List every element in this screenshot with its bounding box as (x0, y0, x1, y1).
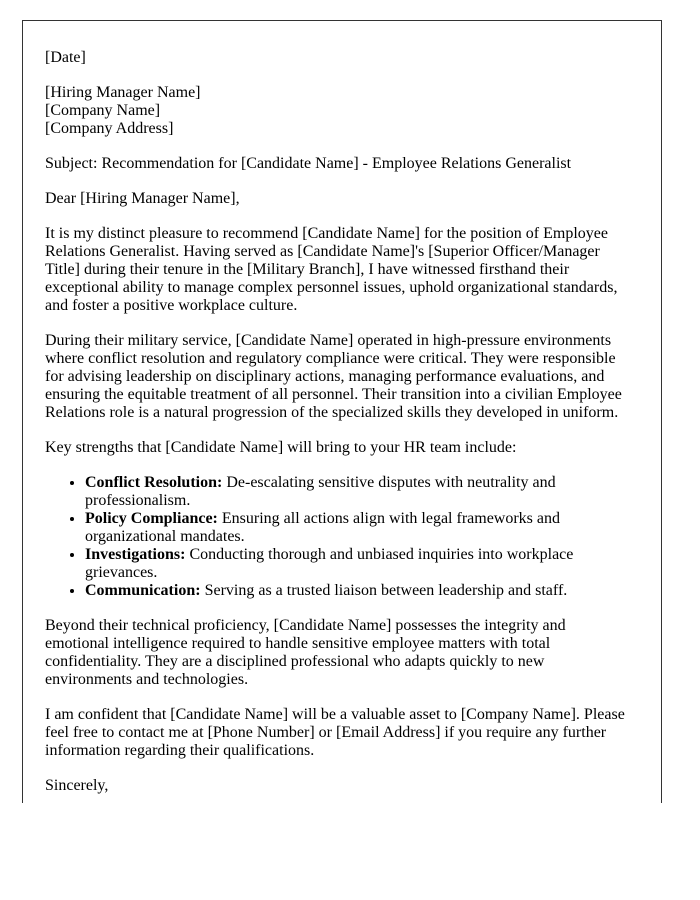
body-paragraph-character: Beyond their technical proficiency, [Candidate Name] possesses the integrity and emotional intelligence required to handle sensitive employee matters with total confidentiality. They are a disciplined professional who adapts quickly to new environments and technologies. (45, 617, 566, 688)
body-paragraph-intro: It is my distinct pleasure to recommend [Candidate Name] for the position of Employee Relations Generalist. Having served as [Candidate Name]'s [Superior Officer/Manager Title] during their tenure in the [Military Branch], I have witnessed firsthand their exceptional ability to manage complex personnel issues, uphold organizational standards, and foster a positive workplace culture. (45, 225, 618, 314)
bullet-label: Investigations: (85, 546, 186, 563)
recipient-hiring-manager: [Hiring Manager Name] (45, 84, 201, 101)
body-paragraph-service: During their military service, [Candidate Name] operated in high-pressure environments where conflict resolution and regulatory compliance were critical. They were responsible for advising leadership on disciplinary actions, managing performance evaluations, and ensuring the equitable treatment of all personnel. Their transition into a civilian Employee Relations role is a natural progression of the specialized skills they developed in uniform. (45, 332, 622, 421)
subject-line: Subject: Recommendation for [Candidate Name] - Employee Relations Generalist (45, 155, 572, 172)
date-line: [Date] (45, 49, 86, 66)
letter-frame (22, 20, 662, 803)
salutation: Dear [Hiring Manager Name], (45, 190, 240, 207)
recipient-company-name: [Company Name] (45, 102, 161, 119)
bullet-label: Policy Compliance: (85, 510, 218, 527)
body-paragraph-contact: I am confident that [Candidate Name] will be a valuable asset to [Company Name]. Please feel free to contact me at [Phone Number] or [Email Address] if you require any further information regarding their qualifications. (45, 706, 625, 759)
key-strengths-list (45, 474, 631, 600)
recipient-block (45, 84, 631, 138)
bullet-text: Ensuring all actions align with legal frameworks and organizational mandates. (85, 510, 561, 545)
list-item-investigations (85, 546, 631, 582)
signoff: Sincerely, (45, 777, 109, 794)
bullet-label: Communication: (85, 582, 201, 599)
recipient-company-address: [Company Address] (45, 120, 174, 137)
list-item-communication (85, 582, 631, 600)
bullet-label: Conflict Resolution: (85, 474, 223, 491)
list-item-conflict-resolution (85, 474, 631, 510)
body-paragraph-strengths-lead: Key strengths that [Candidate Name] will bring to your HR team include: (45, 439, 517, 456)
bullet-text: Conducting thorough and unbiased inquiries into workplace grievances. (85, 546, 574, 581)
list-item-policy-compliance (85, 510, 631, 546)
bullet-text: Serving as a trusted liaison between leadership and staff. (200, 582, 568, 599)
bullet-text: De-escalating sensitive disputes with neutrality and professionalism. (85, 474, 556, 509)
